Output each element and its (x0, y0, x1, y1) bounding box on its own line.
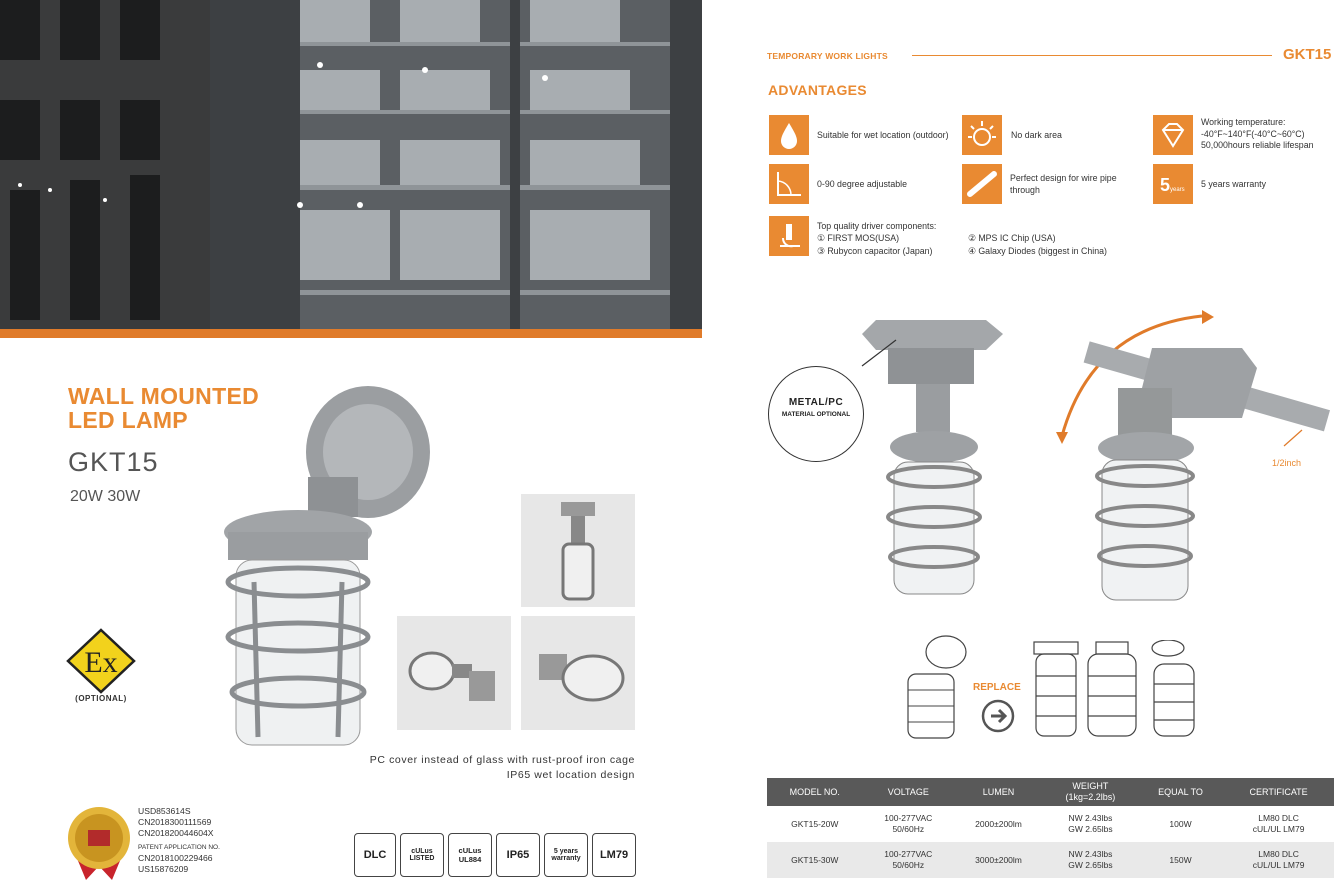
old-lamp-sketch (898, 634, 970, 749)
ex-optional-label: (OPTIONAL) (75, 694, 127, 703)
svg-text:5: 5 (1160, 175, 1171, 195)
column-header: LUMEN (954, 778, 1043, 806)
column-header: MODEL NO. (767, 778, 863, 806)
water-drop-icon (769, 115, 809, 155)
table-cell: GKT15-30W (767, 842, 863, 878)
table-header-row (767, 778, 1334, 806)
us-patent-badge-icon (64, 806, 134, 885)
patent-application-label: PATENT APPLICATION NO. (138, 844, 220, 851)
product-title: WALL MOUNTED LED LAMP (68, 383, 259, 433)
table-cell: 100-277VAC 50/60Hz (863, 806, 954, 842)
svg-text:years: years (1170, 187, 1185, 193)
table-cell: LM80 DLC cUL/UL LM79 (1223, 842, 1334, 878)
driver-item: ③ Rubycon capacitor (Japan) (817, 246, 933, 256)
table-cell: LM80 DLC cUL/UL LM79 (1223, 806, 1334, 842)
replacement-lamp-sketch (1030, 640, 1200, 745)
advantage-text: 0-90 degree adjustable (817, 179, 907, 189)
power-options: 20W 30W (70, 488, 141, 505)
lm79-badge-icon: LM79 (592, 833, 636, 877)
warranty-badge-icon: 5 years warranty (544, 833, 588, 877)
patent-application-number: CN2018100229466 (138, 853, 213, 863)
thumbnail-angled-view (521, 616, 635, 730)
driver-item: ① FIRST MOS(USA) (817, 233, 900, 243)
microscope-icon (769, 216, 809, 256)
patent-number: CN201820044604X (138, 828, 214, 838)
header-rule (912, 55, 1272, 56)
advantage-text: Suitable for wet location (outdoor) (817, 130, 949, 140)
column-header: WEIGHT (1kg=2.2lbs) (1043, 778, 1138, 806)
arrow-right-icon (980, 698, 1016, 739)
table-cell: NW 2.43lbs GW 2.65lbs (1043, 842, 1138, 878)
spec-table (767, 778, 1334, 878)
table-cell: 2000±200lm (954, 806, 1043, 842)
ip65-badge-icon: IP65 (496, 833, 540, 877)
replace-label: REPLACE (973, 682, 1021, 693)
material-label: METAL/PC (788, 397, 844, 408)
pipe-size-label: 1/2inch (1272, 458, 1302, 468)
table-cell: 100-277VAC 50/60Hz (863, 842, 954, 878)
advantage-text: 5 years warranty (1201, 179, 1267, 189)
thumbnail-side-view (397, 616, 511, 730)
cul-listed-badge-icon: cULus LISTED (400, 833, 444, 877)
ul884-badge-icon: cULus UL884 (448, 833, 492, 877)
svg-text:Ex: Ex (84, 646, 118, 679)
table-cell: 150W (1138, 842, 1223, 878)
dlc-badge-icon: DLC (354, 833, 396, 877)
warranty-icon (1153, 164, 1193, 204)
table-cell: 100W (1138, 806, 1223, 842)
header-model-code: GKT15 (1283, 46, 1332, 63)
table-row (767, 806, 1334, 842)
sun-icon (962, 115, 1002, 155)
patent-numbers (138, 806, 220, 875)
ex-symbol-icon (66, 628, 136, 699)
model-number: GKT15 (68, 447, 159, 477)
thumbnail-ceiling-mount (521, 494, 635, 607)
callout-line (860, 330, 900, 370)
driver-item: ② MPS IC Chip (USA) (968, 233, 1056, 243)
warehouse-photo (0, 0, 702, 338)
column-header: EQUAL TO (1138, 778, 1223, 806)
table-row (767, 842, 1334, 878)
table-cell: GKT15-20W (767, 806, 863, 842)
table-cell: NW 2.43lbs GW 2.65lbs (1043, 806, 1138, 842)
accent-stripe (0, 329, 702, 338)
advantage-text: No dark area (1011, 130, 1062, 140)
patent-number: CN2018300111569 (138, 817, 212, 827)
patent-application-number: US15876209 (138, 864, 189, 874)
angle-icon (769, 164, 809, 204)
driver-item: ④ Galaxy Diodes (biggest in China) (968, 246, 1107, 256)
pipe-icon (962, 164, 1002, 204)
column-header: VOLTAGE (863, 778, 954, 806)
patent-number: USD853614S (138, 806, 191, 816)
advantage-text: Working temperature: -40°F~140°F(-40°C~60°C) 50,000hours reliable lifespan (1201, 117, 1314, 150)
diamond-icon (1153, 115, 1193, 155)
table-cell: 3000±200lm (954, 842, 1043, 878)
advantage-text: Perfect design for wire pipe through (1010, 173, 1117, 195)
description-line-1: PC cover instead of glass with rust-proof iron cage (369, 754, 635, 766)
column-header: CERTIFICATE (1223, 778, 1334, 806)
driver-heading: Top quality driver components: (817, 221, 937, 231)
category-label: TEMPORARY WORK LIGHTS (767, 51, 888, 61)
advantages-heading: ADVANTAGES (768, 82, 867, 98)
material-sublabel: MATERIAL OPTIONAL (781, 411, 851, 418)
description-line-2: IP65 wet location design (506, 769, 635, 781)
